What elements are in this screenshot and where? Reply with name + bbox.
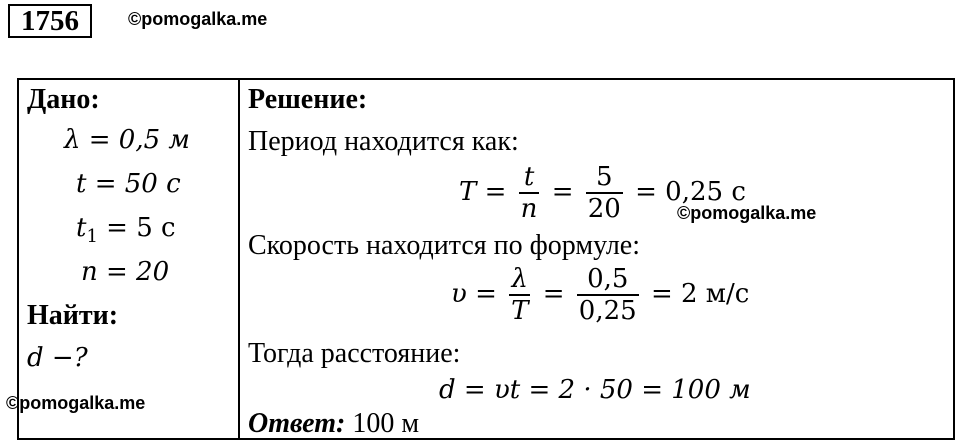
given-lambda: λ = 0,5 м: [64, 125, 190, 155]
period-fraction-numeric: [586, 162, 623, 224]
given-time: t = 50 с: [76, 169, 181, 199]
given-n: n = 20: [81, 257, 170, 287]
distance-equation: d = υt = 2 · 50 = 100 м: [439, 375, 751, 405]
speed-fraction-symbolic: [509, 264, 530, 326]
find-heading: Найти:: [27, 300, 119, 331]
speed-fraction-numeric: [577, 264, 639, 326]
period-fraction-symbolic: [519, 162, 540, 224]
watermark-middle: ©pomogalka.me: [677, 203, 817, 223]
answer-value: 100 м: [345, 408, 420, 439]
speed-equation: [451, 264, 749, 326]
solution-heading: Решение:: [248, 84, 368, 115]
speed-result: = 2 м/с: [650, 279, 750, 309]
watermark-top: ©pomogalka.me: [128, 9, 268, 29]
fraction-numerator: t: [519, 162, 540, 194]
find-value: d −?: [27, 343, 88, 373]
answer-label: Ответ:: [248, 408, 346, 439]
fraction-numerator: 5: [586, 162, 623, 194]
given-t1: [76, 212, 176, 253]
fraction-denominator: T: [511, 296, 529, 326]
solution-table: [17, 78, 955, 440]
given-t1-sub: 1: [86, 226, 98, 248]
equals-sign: =: [542, 279, 565, 309]
fraction-denominator: 20: [587, 194, 621, 224]
given-heading: Дано:: [27, 84, 100, 115]
fraction-denominator: n: [520, 194, 538, 224]
fraction-numerator: λ: [509, 264, 530, 296]
speed-text: Скорость находится по формуле:: [248, 230, 641, 261]
period-text: Период находится как:: [248, 126, 519, 157]
watermark-bottom: ©pomogalka.me: [6, 393, 146, 413]
speed-lhs: υ =: [451, 279, 497, 309]
period-lhs: T =: [459, 177, 507, 207]
equals-sign: =: [551, 177, 574, 207]
period-result: = 0,25 с: [635, 177, 746, 207]
given-t1-var: t: [76, 213, 87, 243]
problem-number: 1756: [8, 4, 92, 38]
fraction-denominator: 0,25: [578, 296, 637, 326]
fraction-numerator: 0,5: [577, 264, 639, 296]
given-t1-rest: = 5 с: [97, 213, 176, 243]
distance-text: Тогда расстояние:: [248, 338, 461, 369]
column-divider: [238, 80, 240, 438]
answer-line: [248, 408, 419, 440]
